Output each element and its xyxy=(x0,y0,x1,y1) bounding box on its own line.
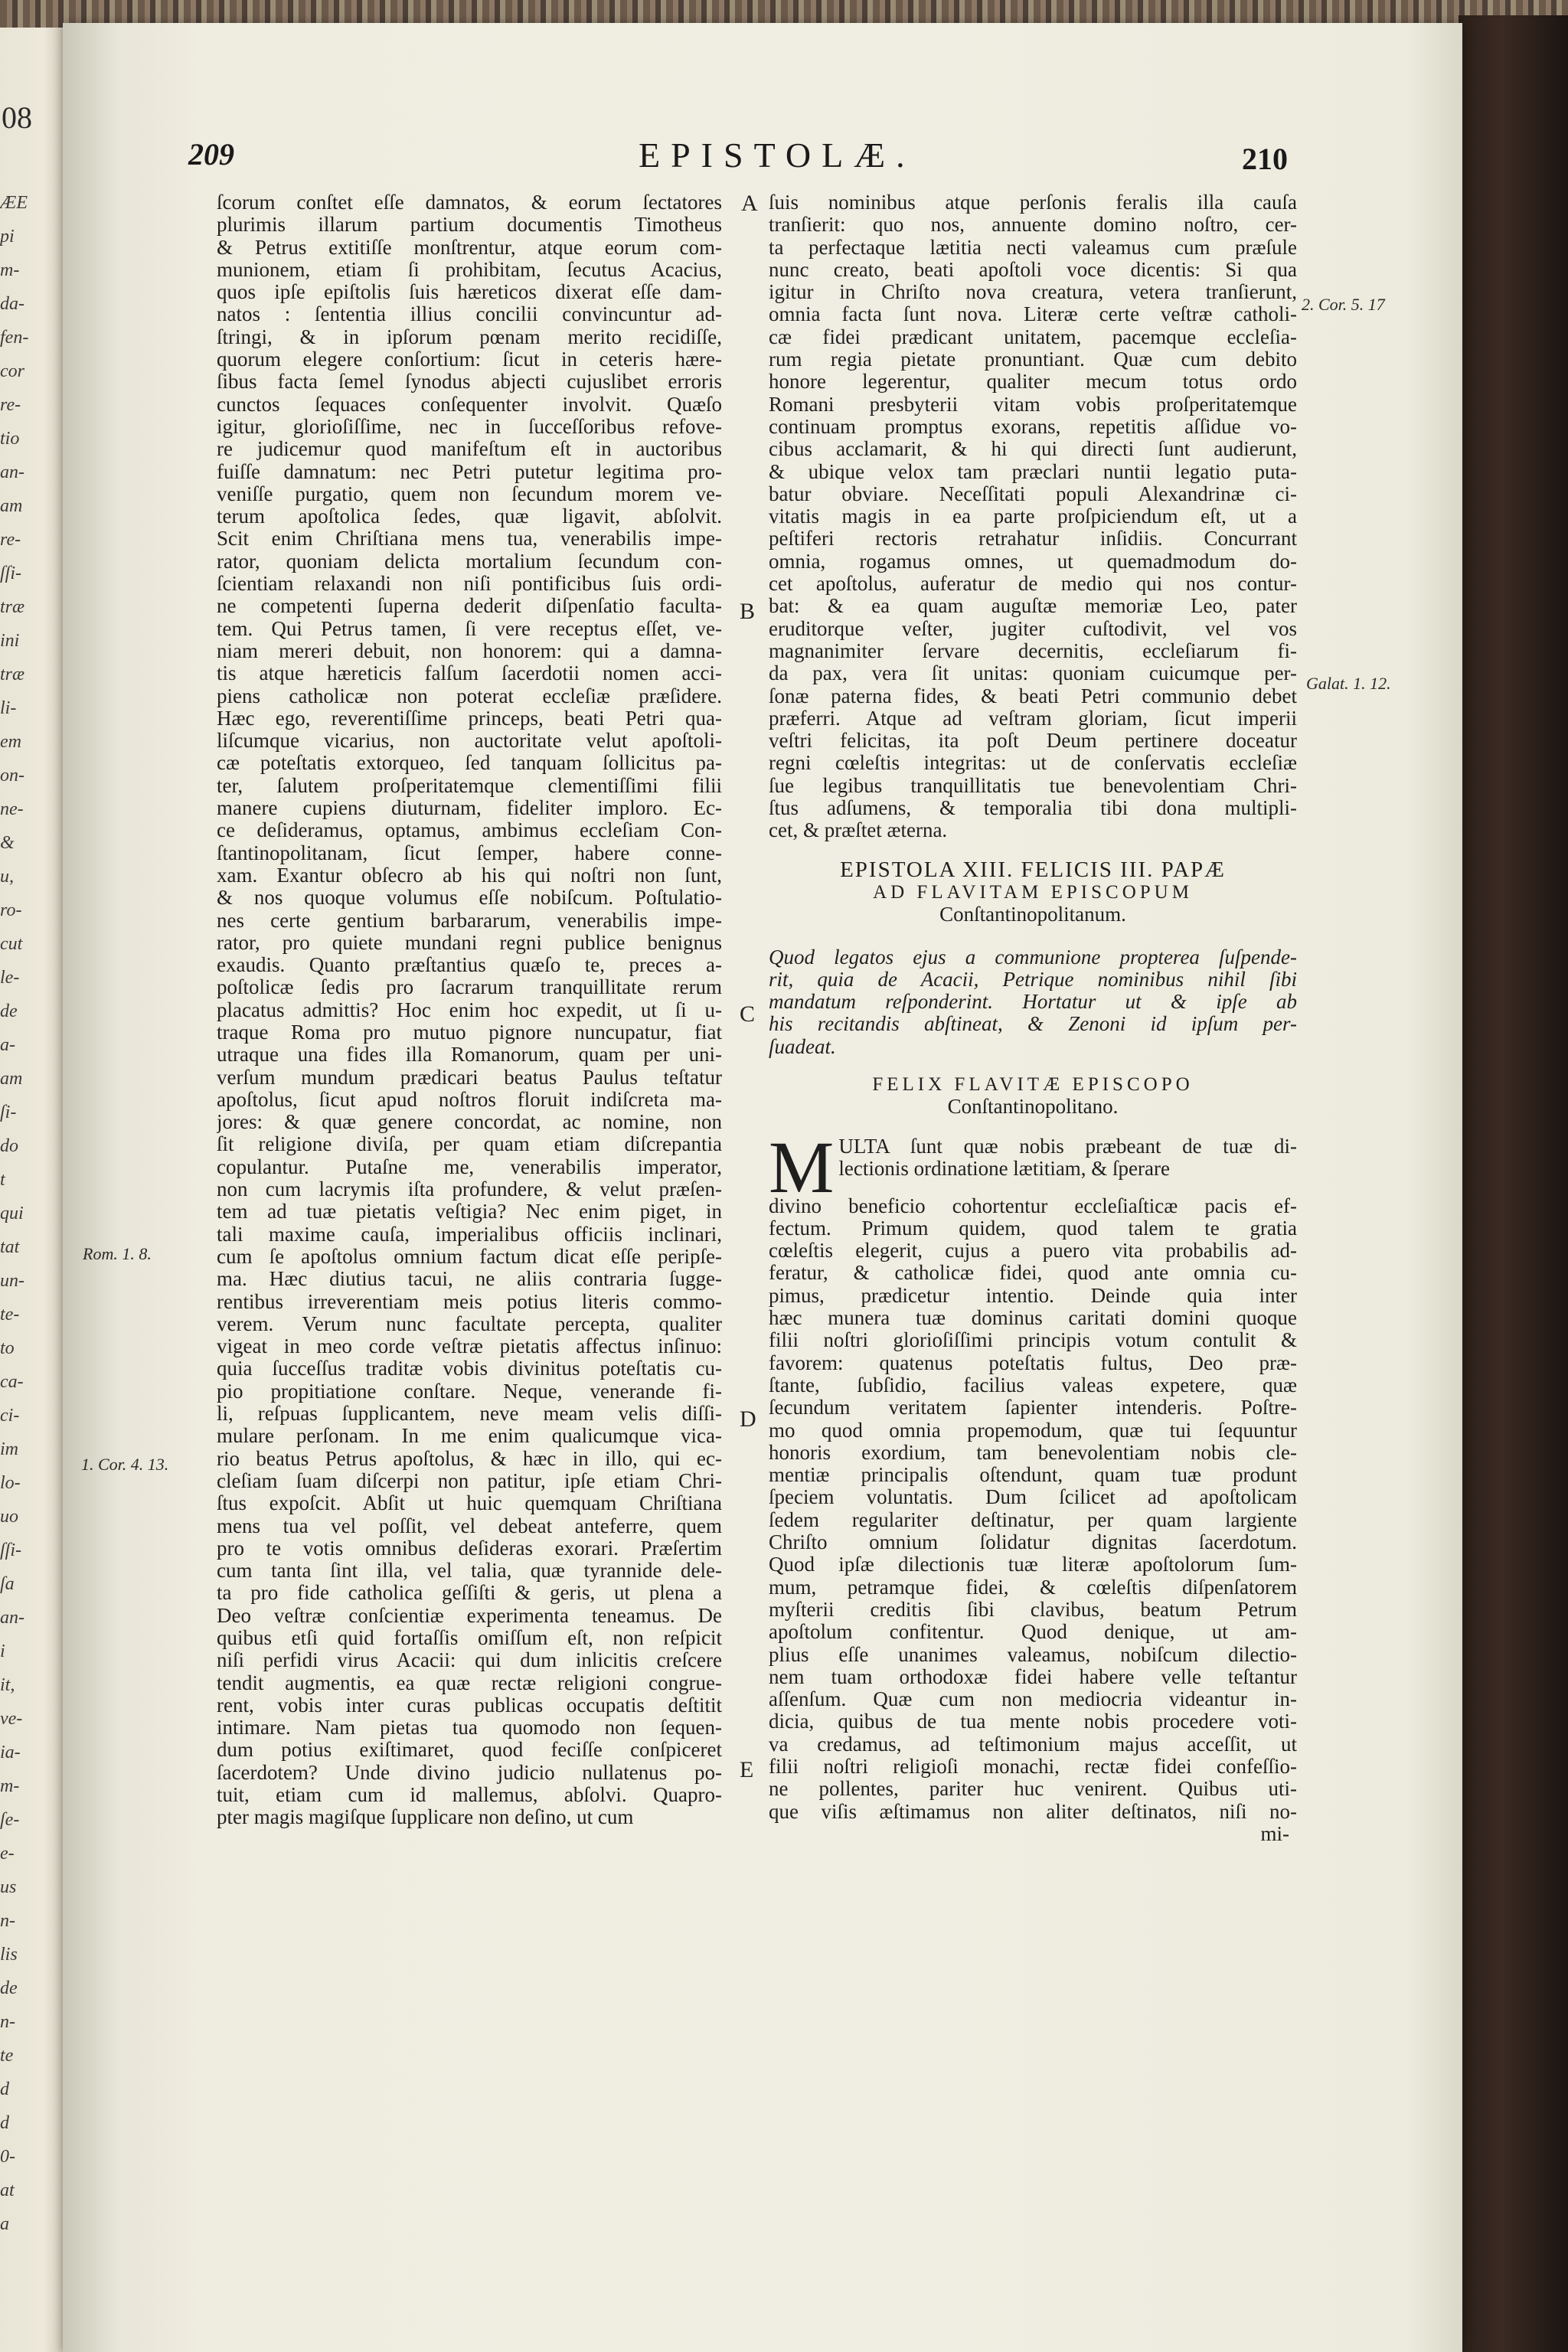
text-line: plius eſſe unanimes valeamus, nobiſcum dilectio- xyxy=(769,1643,1297,1666)
text-line: intimare. Nam pietas tua quomodo non ſequen- xyxy=(217,1717,722,1740)
left-page-fragment: u, xyxy=(0,867,14,887)
running-title: EPISTOLÆ. xyxy=(639,136,916,175)
text-line: mens tua vel poſſit, vel debeat anteferre, quem xyxy=(217,1514,722,1537)
epistle-addressee-city: Conſtantinopolitanum. xyxy=(939,903,1126,926)
text-line: ſacerdotem? Unde divino judicio nullatenus po- xyxy=(217,1761,722,1784)
text-line: ſcientiam relaxandi non niſi pontificibus ſuis ordi- xyxy=(217,573,722,596)
text-line: omnia facta ſunt nova. Literæ certe veſtræ catholi- xyxy=(769,303,1297,326)
page-header xyxy=(188,136,1337,182)
text-line: apoſtolum confitentur. Quod denique, ut am- xyxy=(769,1621,1297,1644)
text-line: tendit augmentis, ea quæ rectæ religioni congrue- xyxy=(217,1671,722,1694)
text-line: lectionis ordinatione lætitiam, & ſperare xyxy=(838,1157,1170,1180)
text-line: ſibus facta ſemel ſynodus abjecti cujuslibet erroris xyxy=(217,371,722,394)
text-line: eruditorque veſter, jugiter cuſtodivit, vel vos xyxy=(769,617,1297,640)
text-line: continuam promptus exorans, repetitis aſſidue vo- xyxy=(769,415,1297,438)
left-page-fragment: ſe- xyxy=(0,1810,20,1830)
left-page-fragment: us xyxy=(0,1877,17,1897)
margin-note-rom: Rom. 1. 8. xyxy=(83,1244,152,1263)
text-line: quibus etſi quid fortaſſis omiſſum eſt, non reſpicit xyxy=(217,1627,722,1649)
text-line: ſtringi, & in ipſorum pœnam merito recidiſſe, xyxy=(217,325,722,348)
left-page-fragment: at xyxy=(0,2180,15,2200)
text-line: Quod ipſæ dilectionis tuæ literæ apoſtolorum ſum- xyxy=(769,1553,1297,1576)
left-page-fragment: tat xyxy=(0,1237,20,1257)
text-line: Deo veſtræ conſcientiæ experimenta teneamus. De xyxy=(217,1604,722,1627)
text-line: copulantur. Putaſne me, venerabilis imperator, xyxy=(217,1155,722,1178)
text-line: verem. Verum nunc facultate percepta, qualiter xyxy=(217,1312,722,1335)
text-line: jores: & quæ genere concordat, ac nomine, non xyxy=(217,1111,722,1134)
epistle-heading: EPISTOLA XIII. FELICIS III. PAPÆ xyxy=(840,857,1226,882)
salutation-city: Conſtantinopolitano. xyxy=(947,1095,1119,1119)
left-page-fragment: te- xyxy=(0,1305,20,1325)
epistle-addressee: AD FLAVITAM EPISCOPUM xyxy=(873,881,1193,903)
text-line: pter magis magiſque ſupplicare non deſino, ut cum xyxy=(217,1806,634,1829)
margin-note-1-cor: 1. Cor. 4. 13. xyxy=(81,1455,169,1474)
left-page-fragment: & xyxy=(0,833,15,853)
left-page-fragment: lis xyxy=(0,1945,18,1965)
summary-line: his recitandis abſtineat, & Zenoni id ipſum per- xyxy=(769,1013,1297,1036)
text-line: Scit enim Chriſtiana mens tua, venerabilis impe- xyxy=(217,528,722,550)
left-page-fragment: ne- xyxy=(0,799,24,819)
text-line: verſum mundum prædicari beatus Paulus teſtatur xyxy=(217,1066,722,1089)
text-line: Romani presbyterii vitam vobis proſperitatemque xyxy=(769,393,1297,416)
text-line: ma. Hæc diutius tacui, ne aliis contraria ſugge- xyxy=(217,1268,722,1291)
text-line: ta pro fide catholica geſſiſti & geris, ut plena a xyxy=(217,1582,722,1605)
text-line: feratur, & catholicæ fidei, quod ante omnia cu- xyxy=(769,1262,1297,1285)
left-page-fragment: im xyxy=(0,1439,18,1459)
left-page-fragment: an- xyxy=(0,1608,24,1628)
text-line: quia ſucceſſus traditæ vobis divinitus poteſtatis cu- xyxy=(217,1357,722,1380)
text-line: ce deſideramus, optamus, ambimus eccleſiam Con- xyxy=(217,819,722,842)
text-line: ſit religione diviſa, per quam etiam diſcrepantia xyxy=(217,1133,722,1156)
text-line: peſtiferi rectoris retrahatur inſidiis. Concurrant xyxy=(769,528,1297,550)
text-line: liſcumque vicarius, non auctoritate velut apoſtoli- xyxy=(217,730,722,753)
left-page-fragment: n- xyxy=(0,2012,15,2032)
left-page-fragment: ſa xyxy=(0,1574,15,1594)
text-line: va credamus, ad teſtimonium majus acceſſit, ut xyxy=(769,1733,1297,1756)
left-page-fragment: ſſi- xyxy=(0,1540,21,1560)
text-line: ſuis nominibus atque perſonis feralis illa cauſa xyxy=(769,191,1297,214)
text-line: fectum. Primum quidem, quod talem te gratia xyxy=(769,1217,1297,1240)
text-line: aſſenſum. Quæ cum non mediocria videantur in- xyxy=(769,1688,1297,1711)
left-page-fragment: le- xyxy=(0,968,20,988)
text-line: ſtus adſumens, & temporalia tibi dona multipli- xyxy=(769,797,1297,820)
left-page-fragment: ca- xyxy=(0,1372,24,1392)
left-page-fragment: ſi- xyxy=(0,1102,17,1122)
left-page-fragment: ini xyxy=(0,631,20,651)
summary-line: Quod legatos ejus a communione propterea ſuſpende- xyxy=(769,946,1297,969)
left-page-fragment: t xyxy=(0,1170,5,1190)
text-line: rio beatus Petrus apoſtolus, & hæc in illo, qui ec- xyxy=(217,1447,722,1470)
left-page-fragment: ÆE xyxy=(0,193,28,213)
text-line: poſtolicæ ſedis pro ſacrarum tranquillitate rerum xyxy=(217,976,722,999)
text-line: rentibus irreverentiam meis potius literis commo- xyxy=(217,1290,722,1313)
text-line: li, reſpuas ſupplicantem, neve meam velis diſſi- xyxy=(217,1403,722,1426)
text-line: omnia, rogamus omnes, ut quemadmodum do- xyxy=(769,550,1297,573)
text-line: fuiſſe damnatum: nec Petri putetur legitima pro- xyxy=(217,460,722,483)
summary-line: mandatum reſponderint. Hortatur ut & ipſe ab xyxy=(769,991,1297,1014)
left-page-number: 209 xyxy=(188,137,234,172)
text-line: ta perfectaque lætitia necti valeamus cum præſule xyxy=(769,236,1297,259)
summary-line: ſuadeat. xyxy=(769,1035,836,1058)
summary-line: rit, quia de Acacii, Petrique nominibus nihil ſibi xyxy=(769,968,1297,991)
text-line: honore legerentur, qualiter mecum totus ordo xyxy=(769,371,1297,394)
text-line: cleſiam ſuam diſcerpi non patitur, ipſe etiam Chri- xyxy=(217,1469,722,1492)
left-page-fragment: em xyxy=(0,732,21,752)
left-page-fragment: de xyxy=(0,1978,18,1998)
text-line: filii noſtri religioſi monachi, rectæ fidei confeſſio- xyxy=(769,1756,1297,1778)
right-column-top-text xyxy=(769,191,1297,842)
text-line: myſterii creditis ſibi clavibus, beatum Petrum xyxy=(769,1598,1297,1621)
text-line: tem. Qui Petrus tamen, ſi vere receptus eſſet, ve- xyxy=(217,617,722,640)
margin-letter-b: B xyxy=(740,599,756,624)
left-page-fragment: cut xyxy=(0,934,23,954)
left-page-fragment: fen- xyxy=(0,328,29,348)
text-line: plurimis illarum partium documentis Timotheus xyxy=(217,214,722,237)
text-line: natos : ſententia illius concilii convincuntur ad- xyxy=(217,303,722,326)
text-line: regni cœleſtis integritas: ut de conſervatis eccleſiæ xyxy=(769,752,1297,775)
text-line: exaudis. Quanto præſtantius quæſo te, preces a- xyxy=(217,954,722,977)
text-line: ſecundum veritatem ſapienter intenderis. Poſtre- xyxy=(769,1396,1297,1419)
text-line: rum regia pietate pronuntiant. Quæ cum debito xyxy=(769,348,1297,371)
left-page-fragment: on- xyxy=(0,766,24,786)
margin-letter-a: A xyxy=(741,191,758,216)
left-page-fragment: m- xyxy=(0,260,20,280)
text-line: piens catholicæ non poterat eccleſiæ præſidere. xyxy=(217,684,722,707)
text-line: & ubique velox tam præclari nuntii legatio puta- xyxy=(769,460,1297,483)
catchword: mi- xyxy=(1260,1822,1289,1845)
salutation: FELIX FLAVITÆ EPISCOPO xyxy=(872,1073,1194,1095)
left-page-fragment: it, xyxy=(0,1675,15,1695)
left-page-fragment: ſſi- xyxy=(0,564,21,583)
text-line: utraque una fides illa Romanorum, quam per uni- xyxy=(217,1044,722,1067)
left-page-fragment: ci- xyxy=(0,1406,20,1426)
left-page-fragment: an- xyxy=(0,462,24,482)
text-line: terum apoſtolica ſedes, quæ ligavit, abſolvit. xyxy=(217,505,722,528)
text-line: hæc munera tuæ dominus caritati domini quoque xyxy=(769,1307,1297,1330)
left-page-fragment: e- xyxy=(0,1844,15,1864)
text-line: dicia, quibus de tua mente nobis procedere voti- xyxy=(769,1710,1297,1733)
text-line: ſtante, ſubſidio, facilius valeas expetere, quæ xyxy=(769,1374,1297,1396)
text-line: non cum lacrymis iſta profundere, & velut præſen- xyxy=(217,1178,722,1201)
text-line: re judicemur quod manifeſtum eſt in auctoribus xyxy=(217,438,722,461)
text-line: Hæc ego, reverentiſſime princeps, beati Petri qua- xyxy=(217,707,722,730)
text-line: nunc creato, beati apoſtoli voce dicentis: Si qua xyxy=(769,258,1297,281)
left-page-fragment: un- xyxy=(0,1271,24,1291)
text-line: mentiæ principalis oſtendunt, quam tuæ produnt xyxy=(769,1464,1297,1487)
text-line: vitatis magis in ea parte proſpiciendum eſt, ut a xyxy=(769,505,1297,528)
text-line: rator, quoniam delicta mortalium ſecundum con- xyxy=(217,550,722,573)
left-page-fragment: to xyxy=(0,1338,15,1358)
left-page-fragment: 0- xyxy=(0,2147,15,2167)
left-page-fragment: tio xyxy=(0,429,20,449)
text-line: ſue legibus tranquillitatis tue benevolentiam Chri- xyxy=(769,774,1297,797)
text-line: niam mereri debuit, non honorem: qui a damna- xyxy=(217,639,722,662)
left-page-fragment: am xyxy=(0,1069,23,1089)
drop-cap: M xyxy=(769,1125,835,1208)
text-line: Chriſto omnium ſolidatur dignitas ſacerdotum. xyxy=(769,1531,1297,1554)
text-line: ſedem regulariter deſtinatur, per quam largiente xyxy=(769,1508,1297,1531)
left-page-fragment: qui xyxy=(0,1204,24,1223)
left-page-fragment: n- xyxy=(0,1911,15,1931)
left-text-column xyxy=(217,191,722,1829)
text-line: cet apoſtolus, auferatur de medio qui nos contur- xyxy=(769,573,1297,596)
text-line: traque Roma pro mutuo pignore nuncupatur, fiat xyxy=(217,1021,722,1044)
text-line: & Petrus extitiſſe monſtrentur, atque eorum com- xyxy=(217,236,722,259)
epistle-body-lines xyxy=(769,1195,1297,1823)
text-line: ſtus expoſcit. Abſit ut huic quemquam Chriſtiana xyxy=(217,1492,722,1515)
text-line: favorem: quatenus poteſtatis fultus, Deo præ- xyxy=(769,1351,1297,1374)
left-page-fragment: pi xyxy=(0,227,15,247)
left-page-fragment: de xyxy=(0,1001,18,1021)
left-page-fragment: lo- xyxy=(0,1473,21,1493)
text-line: igitur in Chriſto nova creatura, vetera tranſierunt, xyxy=(769,281,1297,304)
text-line: igitur, glorioſiſſime, nec in ſucceſſoribus refove- xyxy=(217,415,722,438)
text-line: cæ poteſtatis extorqueo, ſed tanquam ſollicitus pa- xyxy=(217,752,722,775)
text-line: ULTA ſunt quæ nobis præbeant de tuæ di- xyxy=(838,1135,1297,1158)
text-line: tis atque hæreticis falſum ſacerdotii nomen acci- xyxy=(217,662,722,685)
left-page-fragment: d xyxy=(0,2113,9,2133)
left-page-fragment: i xyxy=(0,1642,5,1661)
text-line: tranſierit: quo nos, annuente domino noſtro, cer- xyxy=(769,214,1297,237)
text-line: quos ipſe epiſtolis ſuis hæreticos dixerat eſſe dam- xyxy=(217,281,722,304)
left-page-fragment: am xyxy=(0,496,23,516)
text-line: cibus acclamarit, & hi qui directi ſunt audierunt, xyxy=(769,438,1297,461)
epistle-summary xyxy=(769,946,1297,1058)
text-line: divino beneficio cohortentur eccleſiaſticæ pacis ef- xyxy=(769,1194,1297,1217)
text-line: mum, petramque fidei, & cœleſtis diſpenſatorem xyxy=(769,1576,1297,1599)
left-page-fragment: træ xyxy=(0,665,25,684)
left-page-fragment: a xyxy=(0,2214,9,2234)
text-line: cunctos ſequaces conſequenter involvit. Quæſo xyxy=(217,393,722,416)
text-line: xam. Exantur obſecro ab his qui noſtri non ſunt, xyxy=(217,864,722,887)
text-line: quorum elegere conſortium: ſicut in ceteris hære- xyxy=(217,348,722,371)
left-page-fragment: re- xyxy=(0,395,21,415)
left-page-fragment: da- xyxy=(0,294,24,314)
left-page-number-fragment: 08 xyxy=(2,100,32,135)
text-line: cæ fidei prædicant unitatem, pacemque eccleſia- xyxy=(769,325,1297,348)
text-line: batur obviare. Neceſſitati populi Alexandrinæ ci- xyxy=(769,482,1297,505)
left-page-fragment: li- xyxy=(0,698,17,718)
left-page-fragment: ia- xyxy=(0,1743,21,1762)
text-line: præferri. Atque ad veſtram gloriam, ſicut imperii xyxy=(769,707,1297,730)
text-line: tem ad tuæ pietatis veſtigia? Nec enim piget, in xyxy=(217,1200,722,1223)
text-line: cum ſe apoſtolus omnium factum dicat eſſe peripſe- xyxy=(217,1245,722,1268)
text-line: pio propitiatione conſtare. Neque, venerande fi- xyxy=(217,1380,722,1403)
left-page-fragment: re- xyxy=(0,530,21,550)
text-line: ſtantinopolitanam, ſicut ſemper, habere conne- xyxy=(217,841,722,864)
text-line: veſtri felicitas, ita poſt Deum pertinere doceatur xyxy=(769,730,1297,753)
book-cover-edge xyxy=(1459,15,1568,2352)
text-line: rator, pro quiete mundani regni publice benignus xyxy=(217,931,722,954)
margin-letter-e: E xyxy=(740,1757,754,1782)
text-line: munionem, etiam ſi prohibitam, ſecutus Acacius, xyxy=(217,258,722,281)
left-page-fragment: do xyxy=(0,1136,18,1156)
right-page-number: 210 xyxy=(1242,142,1288,176)
text-line: pro te votis omnibus deſideras exorari. Præſertim xyxy=(217,1537,722,1560)
text-line: nem tuam orthodoxæ fidei habere velle teſtantur xyxy=(769,1665,1297,1688)
left-page-fragment: træ xyxy=(0,597,25,617)
text-line: apoſtolus, ſicut apud noſtros floruit indiſcreta ma- xyxy=(217,1088,722,1111)
text-line: que viſis æſtimamus non aliter deſtinatos, niſi no- xyxy=(769,1800,1297,1823)
text-line: pimus, prædicetur intentio. Deinde quia inter xyxy=(769,1284,1297,1307)
text-line: cum tanta ſint illa, vel talia, quæ tyrannide dele- xyxy=(217,1560,722,1583)
text-line: honoris exordium, tam benevolentiam nobis cle- xyxy=(769,1441,1297,1464)
text-line: placatus admittis? Hoc enim hoc expedit, ut ſi u- xyxy=(217,998,722,1021)
text-line: & nos quoque volumus eſſe nobiſcum. Poſtulatio- xyxy=(217,887,722,910)
text-line: veniſſe purgatio, quem non ſecundum morem ve- xyxy=(217,482,722,505)
left-page-fragment: m- xyxy=(0,1776,20,1796)
left-page-fragment: uo xyxy=(0,1507,18,1527)
text-line: rent, vobis inter curas publicas occupatis deſtitit xyxy=(217,1694,722,1717)
text-line: filii noſtri glorioſiſſimi principis votum contulit & xyxy=(769,1329,1297,1352)
text-line: vigeat in meo corde veſtræ pietatis affectus inſinuo: xyxy=(217,1335,722,1358)
text-line: bat: & ea quam auguſtæ memoriæ Leo, pater xyxy=(769,595,1297,618)
left-page-fragment: cor xyxy=(0,361,24,381)
left-page-fragment: a- xyxy=(0,1035,15,1055)
text-line: tali maxime cauſa, imperialibus officiis inclinari, xyxy=(217,1223,722,1246)
text-line: ſonæ paterna fides, & beati Petri communio debet xyxy=(769,684,1297,707)
text-line: dum potius exiſtimaret, quod feciſſe conſpiceret xyxy=(217,1739,722,1762)
text-line: cet, & præſtet æterna. xyxy=(769,819,948,842)
text-line: ter, ſalutem proſperitatemque clementiſſimi filii xyxy=(217,774,722,797)
text-line: cœleſtis elegerit, cujus a puero vita probabilis ad- xyxy=(769,1240,1297,1263)
text-line: ne pollentes, pariter huc venirent. Quibus uti- xyxy=(769,1778,1297,1801)
margin-letter-d: D xyxy=(740,1406,756,1432)
left-page-fragment: ro- xyxy=(0,900,22,920)
text-line: ne competenti ſuperna dederit diſpenſatio faculta- xyxy=(217,595,722,618)
text-line: da pax, vera ſit unitas: quoniam cuicumque per- xyxy=(769,662,1297,685)
text-line: nes certe gentium barbararum, venerabilis impe- xyxy=(217,909,722,932)
margin-note-2-cor: 2. Cor. 5. 17 xyxy=(1302,295,1385,314)
left-page-fragment: ve- xyxy=(0,1709,23,1729)
text-line: ſcorum conſtet eſſe damnatos, & eorum ſectatores xyxy=(217,191,722,214)
margin-note-galat: Galat. 1. 12. xyxy=(1306,674,1391,693)
text-line: mulare perſonam. In me enim qualicumque vica- xyxy=(217,1425,722,1448)
right-text-column xyxy=(769,191,1297,1845)
epistle-body xyxy=(769,1125,1297,1846)
text-line: mo quod omnia propemodum, quæ tui ſequuntur xyxy=(769,1419,1297,1442)
text-line: niſi perfidi virus Acacii: qui dum inlicitis creſcere xyxy=(217,1649,722,1672)
text-line: magnanimiter ſervare decernitis, eccleſiarum fi- xyxy=(769,639,1297,662)
epistle-first-lines xyxy=(769,1135,1297,1181)
left-page-fragment: d xyxy=(0,2079,9,2099)
text-line: tuit, etiam cum id mallemus, abſolvi. Quapro- xyxy=(217,1784,722,1807)
left-page-fragment: te xyxy=(0,2046,14,2066)
text-line: manere cupiens diuturnam, fideliter imploro. Ec- xyxy=(217,797,722,820)
text-line: ſpeciem voluntatis. Dum ſcilicet ad apoſtolicam xyxy=(769,1486,1297,1509)
margin-letter-c: C xyxy=(740,1001,756,1027)
